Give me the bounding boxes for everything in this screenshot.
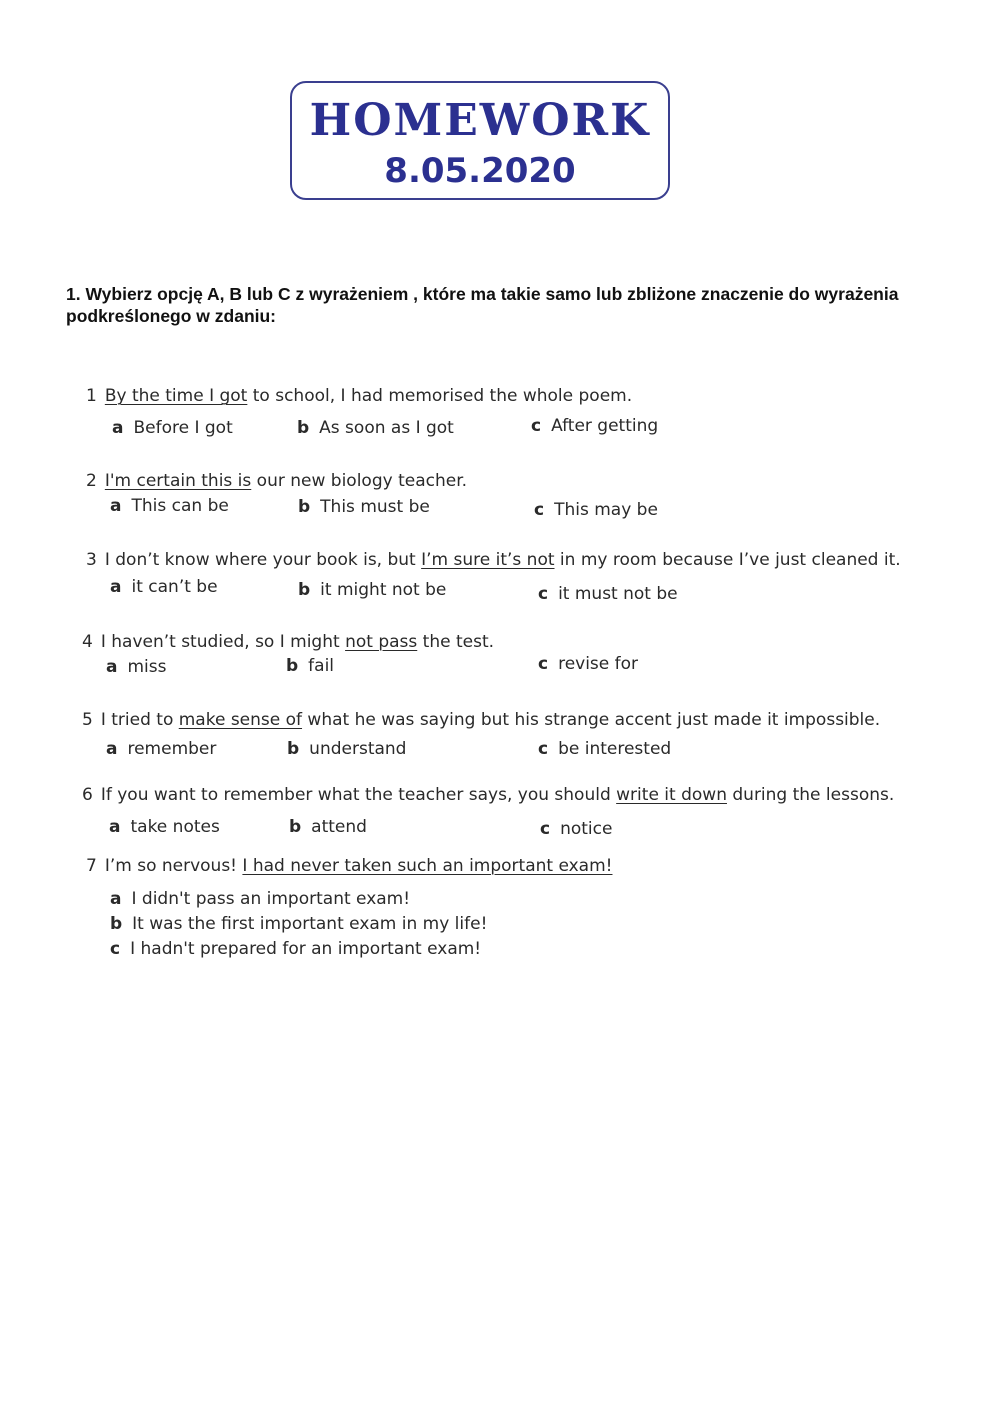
page-title: HOMEWORK [309,95,651,146]
homework-date: 8.05.2020 [384,151,576,191]
question-number: 1 [86,386,97,406]
question-text-pre: If you want to remember what the teacher says, you should [100,785,617,805]
option-a: a Before I got [112,418,233,438]
option-b: b understand [287,739,407,759]
question-text-pre: I don’t know where your book is, but [104,550,422,570]
task-instruction: 1. Wybierz opcję A, B lub C z wyrażeniem , które ma takie samo lub zbliżone znaczenie do wyrażenia podkreślonego w zdaniu: [66,284,899,326]
option-a: a miss [106,657,167,677]
option-b: b fail [286,656,335,676]
underlined-phrase: I’m sure it’s not [421,550,555,570]
option-c: c After getting [531,416,659,436]
option-c: c revise for [538,654,639,674]
option-a: a This can be [110,496,229,516]
question-7 [86,856,612,876]
option-c: c This may be [534,500,658,520]
question-text-post: to school, I had memorised the whole poem. [247,386,633,406]
question-text-post: in my room because I’ve just cleaned it. [554,550,901,570]
question-2 [86,471,467,491]
underlined-phrase: make sense of [178,710,303,730]
option-a: a remember [106,739,217,759]
question-number: 7 [86,856,97,876]
question-text-post: our new biology teacher. [251,471,468,491]
underlined-phrase: not pass [345,632,418,652]
option-b: b This must be [298,497,430,517]
question-number: 2 [86,471,97,491]
question-number: 4 [82,632,93,652]
underlined-phrase: I'm certain this is [104,471,252,491]
option-a: a it can’t be [110,577,218,597]
question-number: 5 [82,710,93,730]
question-1 [86,386,632,406]
question-text-pre: I tried to [100,710,179,730]
question-text-pre: I haven’t studied, so I might [100,632,346,652]
question-number: 3 [86,550,97,570]
option-a: a take notes [109,817,220,837]
option-c: c be interested [538,739,672,759]
option-b: b it might not be [298,580,447,600]
option-c: c notice [540,819,613,839]
question-4 [82,632,494,652]
option-b: b It was the first important exam in my life! [110,914,488,934]
option-b: b As soon as I got [297,418,454,438]
question-6 [82,785,894,805]
underlined-phrase: write it down [616,785,727,805]
homework-title-box [290,81,670,200]
question-5 [82,710,880,730]
underlined-phrase: I had never taken such an important exam! [242,856,613,876]
underlined-phrase: By the time I got [104,386,248,406]
question-text-post: what he was saying but his strange accent just made it impossible. [302,710,881,730]
question-text-post: during the lessons. [726,785,895,805]
question-3 [86,550,901,570]
option-c: c I hadn't prepared for an important exam! [110,939,482,959]
option-a: a I didn't pass an important exam! [110,889,411,909]
question-text-pre: I’m so nervous! [104,856,243,876]
question-text-post: the test. [417,632,495,652]
option-c: c it must not be [538,584,678,604]
option-b: b attend [289,817,367,837]
question-number: 6 [82,785,93,805]
